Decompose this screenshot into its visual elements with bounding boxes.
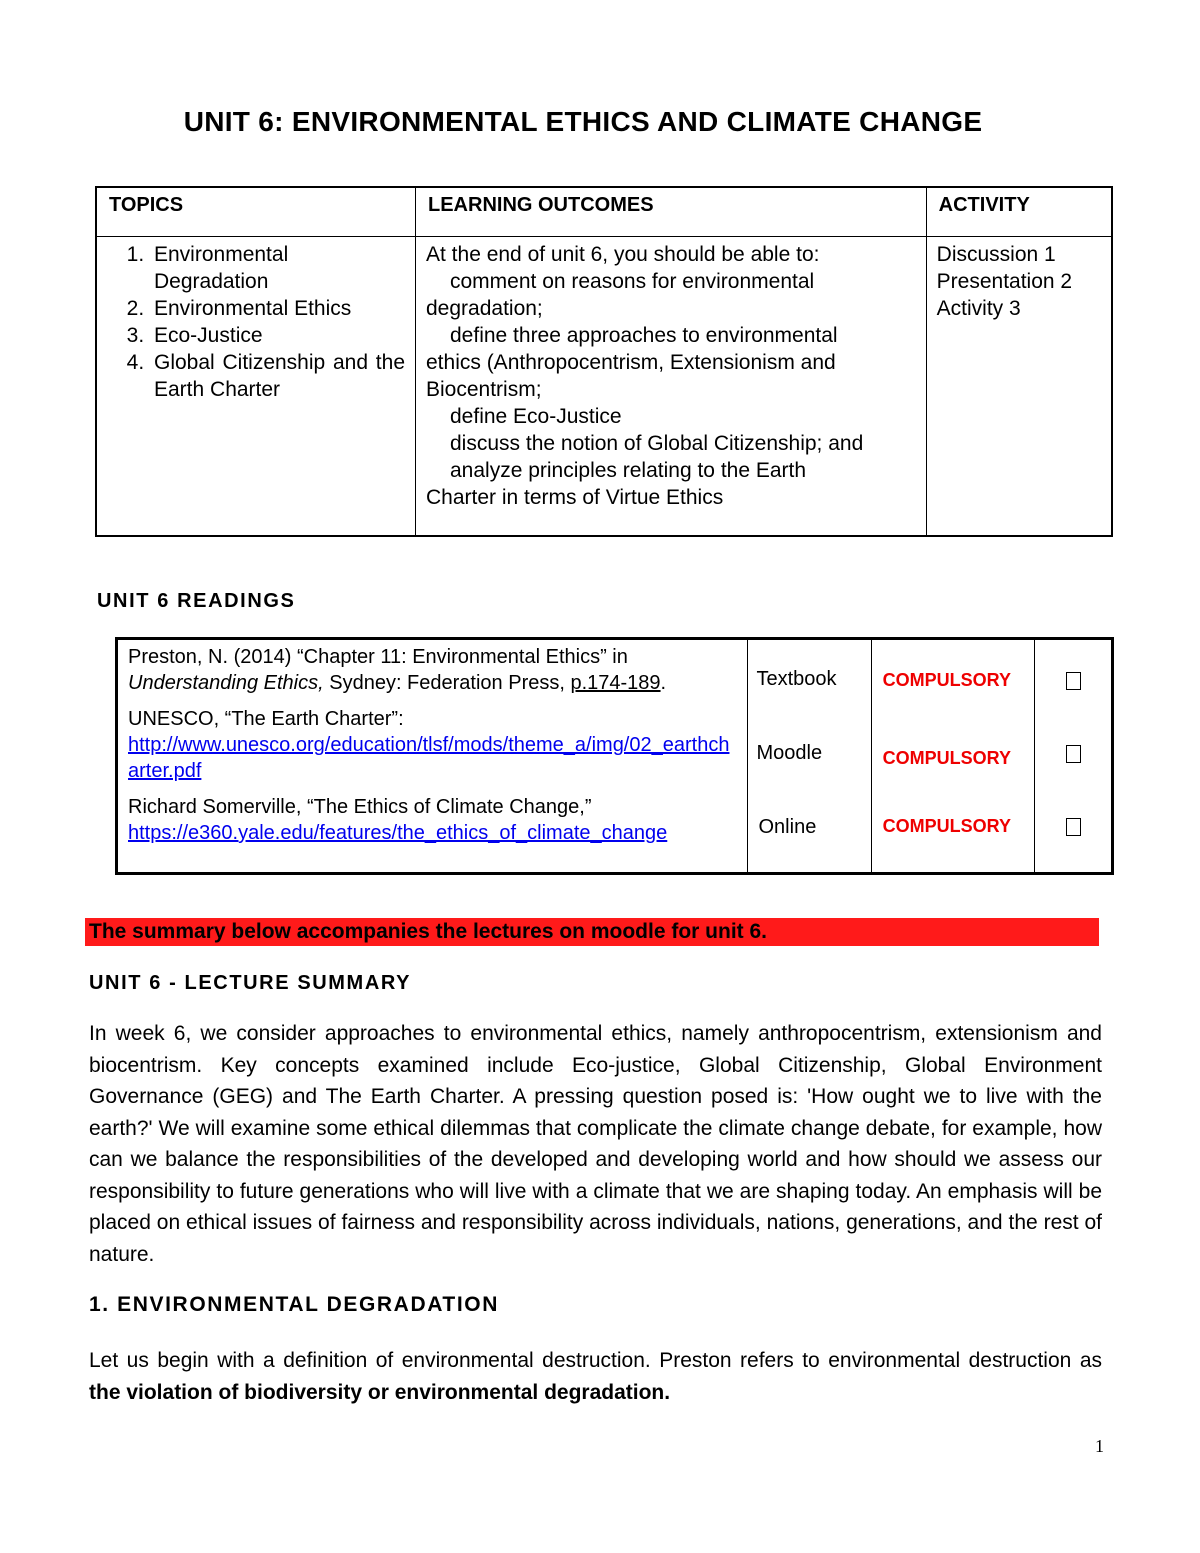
reading-checkbox[interactable] [1066,744,1112,770]
outcome-item: define three approaches to environmental [450,324,838,347]
moodle-banner: The summary below accompanies the lectures on moodle for unit 6. [85,918,1099,946]
activity-item: Presentation 2 [936,270,1073,293]
citation-text: . [660,672,667,694]
lecture-summary-paragraph: In week 6, we consider approaches to environmental ethics, namely anthropocentrism, extensionism and biocentrism. Key concepts examined include Eco-justice, Global Citizenship, Global Environment Governance (GEG) and The Earth Charter. A pressing question posed is: 'How ought we to live with the earth?' We will examine some ethical dilemmas that complicate the climate change debate, for example, how can we balance the responsibilities of the developed and developing world and how should we assess our responsibility to future generations who will live with a climate that we are shaping today. An emphasis will be placed on ethical issues of fairness and responsibility across individuals, nations, generations, and the rest of nature. [89,1022,1102,1266]
header-learning-outcomes: LEARNING OUTCOMES [416,187,927,237]
activity-cell [926,237,1112,537]
section-1-text: Let us begin with a definition of environmental destruction. Preston refers to environmental destruction as [89,1349,1102,1372]
reading-checkbox[interactable] [1066,671,1112,697]
outcome-item-continued: Charter in terms of Virtue Ethics [426,486,724,509]
section-1-heading: 1. ENVIRONMENTAL DEGRADATION [89,1293,499,1316]
reading-source: Moodle [756,742,823,764]
status-badge: COMPULSORY [882,748,1011,768]
status-badge: COMPULSORY [882,670,1011,690]
book-title: Understanding Ethics, [128,672,324,694]
table-row [117,639,1113,874]
outcome-item-continued: ethics (Anthropocentrism, Extensionism and Biocentrism; [426,351,836,401]
header-activity: ACTIVITY [926,187,1112,237]
table-header-row [96,187,1112,237]
status-badge: COMPULSORY [882,816,1011,836]
earth-charter-link[interactable]: http://www.unesco.org/education/tlsf/mods/theme_a/img/02_earthcharter.pdf [128,734,730,782]
outcome-item: analyze principles relating to the Earth [450,459,807,482]
outcome-item-continued: degradation; [426,297,543,320]
outcome-item: discuss the notion of Global Citizenship; and [450,432,864,455]
list-item: 3. Eco-Justice [150,322,405,349]
readings-heading: UNIT 6 READINGS [97,590,296,612]
citation-pages: p.174-189 [570,672,661,694]
reading-source: Textbook [756,668,837,690]
reading-citation [128,644,737,696]
activity-item: Activity 3 [936,297,1021,320]
section-1-paragraph [89,1345,1102,1408]
outcome-item: comment on reasons for environmental [450,270,815,293]
section-1-definition: the violation of biodiversity or environmental degradation. [89,1380,671,1404]
unit-overview-table [95,186,1113,537]
status-cell [871,639,1034,874]
reading-checkbox[interactable] [1066,817,1112,843]
reading-citation [128,794,737,846]
citation-text: Sydney: Federation Press, [323,672,571,694]
page-number: 1 [1095,1436,1104,1456]
topics-cell [96,237,416,537]
lecture-summary-heading: UNIT 6 - LECTURE SUMMARY [89,972,412,994]
citations-cell [117,639,748,874]
topics-list [107,241,405,403]
reading-citation [128,706,737,784]
table-row [96,237,1112,537]
citation-text: UNESCO, “The Earth Charter”: [128,708,404,730]
checkbox-cell [1034,639,1113,874]
reading-source: Online [758,816,817,838]
source-cell [747,639,871,874]
list-item: 1. Environmental Degradation [150,241,405,295]
list-item: 2. Environmental Ethics [150,295,405,322]
citation-text: Richard Somerville, “The Ethics of Climate Change,” [128,796,592,818]
climate-ethics-link[interactable]: https://e360.yale.edu/features/the_ethics_of_climate_change [128,822,668,844]
citation-text: Preston, N. (2014) “Chapter 11: Environmental Ethics” in [128,646,628,668]
outcome-item: define Eco-Justice [450,405,622,428]
learning-outcomes-cell [416,237,927,537]
header-topics: TOPICS [96,187,416,237]
page-title: UNIT 6: ENVIRONMENTAL ETHICS AND CLIMATE CHANGE [183,106,983,137]
readings-table [115,637,1114,875]
activity-item: Discussion 1 [936,243,1056,266]
outcomes-intro: At the end of unit 6, you should be able to: [426,243,820,266]
list-item: 4. Global Citizenship and the Earth Charter [150,349,405,403]
